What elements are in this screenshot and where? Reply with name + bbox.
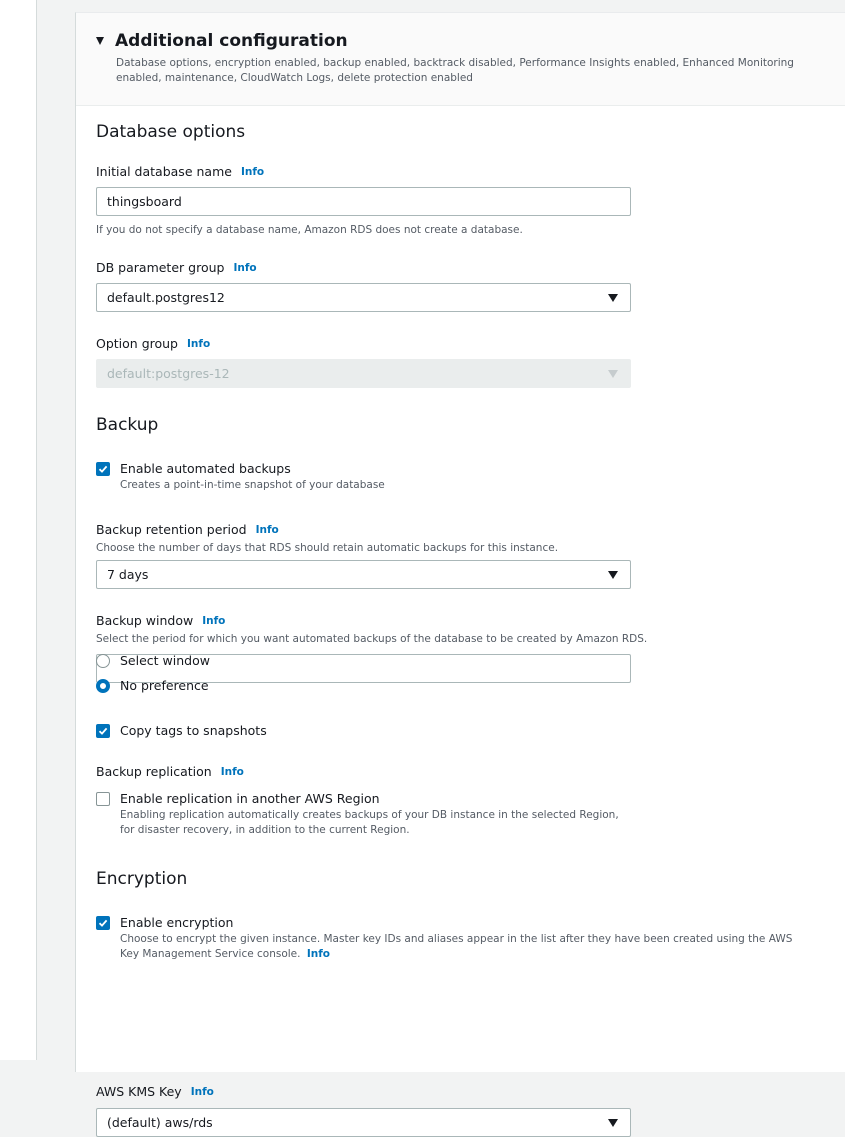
option-group-value: default:postgres-12 [107,366,230,381]
expandable-section-header[interactable] [76,13,845,106]
section-header-title: Additional configuration [115,31,348,51]
enable-encryption-description-line2-text: Key Management Service console. [120,948,301,960]
parameter-group-info-link[interactable]: Info [233,262,257,274]
replication-description-line1: Enabling replication automatically creates backups of your DB instance in the selected Region, [120,809,619,821]
enable-encryption-description-line1: Choose to encrypt the given instance. Master key IDs and aliases appear in the list after they have been created using the AWS [120,933,793,945]
backup-window-label [96,612,225,630]
option-group-label-text: Option group [96,336,178,351]
kms-key-info-link[interactable]: Info [190,1086,214,1098]
parameter-group-label [96,259,257,277]
caret-down-icon[interactable] [96,37,104,45]
replication-option[interactable] [96,790,619,838]
initial-db-name-hint: If you do not specify a database name, Amazon RDS does not create a database. [96,224,523,236]
replication-label-text: Backup replication [96,764,212,779]
initial-db-name-input[interactable] [96,187,631,216]
initial-db-name-label [96,163,264,181]
replication-checkbox[interactable] [96,792,110,806]
check-icon [98,464,108,474]
automated-backups-checkbox[interactable] [96,462,110,476]
content-gutter [38,0,75,1060]
backup-heading: Backup [96,415,159,435]
kms-key-value: (default) aws/rds [107,1115,213,1130]
automated-backups-option[interactable] [96,460,385,493]
backup-window-label-text: Backup window [96,613,194,628]
copy-tags-label: Copy tags to snapshots [120,723,267,738]
encryption-heading: Encryption [96,869,188,889]
copy-tags-option[interactable] [96,722,267,740]
no-preference-radio[interactable] [96,679,110,693]
enable-encryption-label: Enable encryption [120,915,234,930]
select-window-label: Select window [120,653,210,668]
replication-description-line2: for disaster recovery, in addition to the current Region. [120,824,410,836]
automated-backups-description: Creates a point-in-time snapshot of your database [120,479,385,491]
parameter-group-select[interactable] [96,283,631,312]
check-icon [98,726,108,736]
dropdown-arrow-icon [608,294,618,302]
database-options-heading: Database options [96,122,246,142]
initial-db-name-info-link[interactable]: Info [240,166,265,178]
retention-label-text: Backup retention period [96,522,247,537]
option-group-label [96,335,210,353]
retention-select[interactable] [96,560,631,589]
replication-info-link[interactable]: Info [220,766,244,778]
enable-encryption-checkbox[interactable] [96,916,110,930]
dropdown-arrow-icon [608,370,618,378]
additional-configuration-panel [75,12,845,1130]
no-preference-label: No preference [120,678,209,693]
dropdown-arrow-icon [608,571,618,579]
kms-key-label-text: AWS KMS Key [96,1084,182,1099]
left-margin-strip [0,0,37,1060]
retention-value: 7 days [107,567,149,582]
enable-encryption-option[interactable] [96,914,792,962]
retention-hint: Choose the number of days that RDS should retain automatic backups for this instance. [96,542,559,554]
no-preference-option[interactable] [96,677,209,695]
select-window-option[interactable] [96,652,210,670]
initial-db-name-value: thingsboard [107,194,182,209]
retention-label [96,521,279,539]
replication-label [96,763,244,781]
kms-key-label [96,1083,214,1101]
replication-option-label: Enable replication in another AWS Region [120,791,380,806]
enable-encryption-description-line2 [120,947,792,962]
parameter-group-label-text: DB parameter group [96,260,225,275]
check-icon [98,918,108,928]
section-header-description: Database options, encryption enabled, backup enabled, backtrack disabled, Performance Insights enabled, Enhanced Monitoring enabled, maintenance, CloudWatch Logs, delete protection enabled [116,57,794,84]
copy-tags-checkbox[interactable] [96,724,110,738]
retention-info-link[interactable]: Info [255,524,279,536]
option-group-select [96,359,631,388]
select-window-radio[interactable] [96,654,110,668]
encryption-info-link[interactable]: Info [306,948,330,960]
backup-window-hint: Select the period for which you want automated backups of the database to be created by Amazon RDS. [96,633,648,645]
initial-db-name-label-text: Initial database name [96,164,232,179]
backup-window-info-link[interactable]: Info [202,615,226,627]
option-group-info-link[interactable]: Info [187,338,211,350]
automated-backups-label: Enable automated backups [120,461,291,476]
dropdown-arrow-icon [608,1119,618,1127]
parameter-group-value: default.postgres12 [107,290,225,305]
kms-key-select[interactable] [96,1108,631,1137]
section-header-title-row[interactable] [96,30,825,52]
